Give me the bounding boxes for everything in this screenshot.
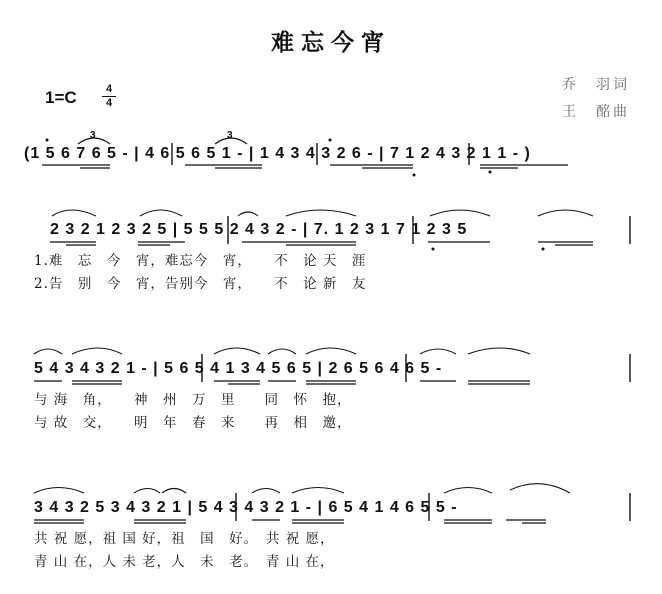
slur (510, 484, 570, 493)
slur (162, 489, 186, 494)
slur (468, 348, 530, 354)
intro-notes: (1 5 6 7 6 5 - | 4 6 5 6 5 1 - | 1 4 3 4 3 2 6 - | 7 1 2 4 3 2 1 1 - ) (24, 145, 531, 162)
octave-dot (329, 139, 332, 142)
octave-dot (489, 171, 492, 174)
slur (72, 348, 122, 354)
lyricist-credit: 乔 羽词 (562, 77, 630, 93)
octave-dot (46, 139, 49, 142)
time-signature-top: 4 (105, 83, 113, 95)
slur (140, 210, 182, 216)
octave-dot (432, 248, 435, 251)
line-2-notes: 5 4 3 4 3 2 1 - | 5 6 5 4 1 3 4 5 6 5 | 2 6 5 6 4 6 5 - (34, 360, 443, 377)
octave-dot (413, 174, 416, 177)
slur (292, 488, 344, 494)
triplet-mark: 3 (90, 130, 96, 141)
slur (430, 210, 490, 216)
octave-dot (542, 248, 545, 251)
key-signature: 1=C (45, 88, 77, 107)
composer-credit: 王 酩曲 (562, 104, 630, 120)
slur (214, 348, 260, 354)
slur (52, 210, 96, 216)
line-1-verse-2: 2.告 别 今 宵，告别今 宵， 不 论 新 友 (34, 276, 367, 292)
page-title: 难忘今宵 (271, 29, 391, 56)
slur (268, 349, 296, 354)
slur (34, 349, 62, 354)
slur (444, 488, 492, 494)
slur (252, 489, 280, 494)
slur (134, 489, 160, 494)
line-3-verse-2: 青 山 在，人 未 老，人 未 老。 青 山 在， (34, 554, 335, 570)
line-1-verse-1: 1.难 忘 今 宵，难忘今 宵， 不 论 天 涯 (34, 253, 367, 269)
line-3-notes: 3 4 3 2 5 3 4 3 2 1 | 5 4 3 4 3 2 1 - | 6 5 4 1 4 6 5 5 - (34, 499, 458, 516)
line-3-verse-1: 共 祝 愿，祖 国 好，祖 国 好。 共 祝 愿， (34, 531, 335, 547)
line-1-notes: 2 3 2 1 2 3 2 5 | 5 5 5 2 4 3 2 - | 7. 1 2 3 1 7 1 2 3 5 (50, 221, 468, 238)
triplet-mark: 3 (227, 130, 233, 141)
slur (286, 210, 356, 216)
slur (34, 488, 84, 494)
line-2-verse-2: 与 故 交， 明 年 春 来 再 相 邀， (34, 415, 352, 431)
slur (538, 210, 593, 216)
time-signature-bottom: 4 (105, 97, 113, 109)
line-2-verse-1: 与 海 角， 神 州 万 里 同 怀 抱， (34, 392, 352, 408)
slur (238, 212, 258, 216)
slur (306, 348, 356, 354)
slur (420, 349, 456, 354)
